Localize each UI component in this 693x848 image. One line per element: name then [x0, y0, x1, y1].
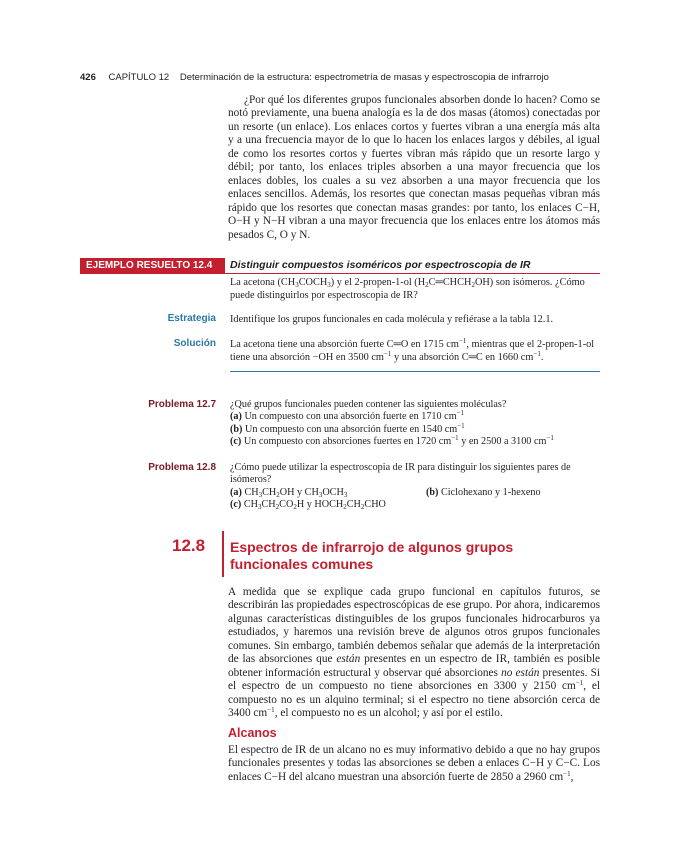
page-number: 426	[80, 72, 96, 83]
chapter-title: Determinación de la estructura: espectrometría de masas y espectroscopia de infrarrojo	[179, 72, 549, 83]
problem-12-7-label: Problema 12.7	[148, 399, 216, 410]
solution-label: Solución	[173, 338, 216, 349]
intro-paragraph: ¿Por qué los diferentes grupos funcionales absorben donde lo hacen? Como se notó previamente, una buena analogía es la de dos masas (átomos) conectadas por un resorte (un enlace). Los enlaces cortos y fuertes vibran a una energía más alta y a una frecuencia mayor de lo que lo hacen los enlaces largos y débiles, al igual de como los resortes cortos y fuertes vibran más rápido que un resorte largo y débil; por tanto, los enlaces triples absorben a una mayor frecuencia que los enlaces dobles, los cuales a su vez absorben a una mayor frecuencia que los enlaces sencillos. Además, los resortes que conectan masas pequeñas vibran más rápido que los resortes que conectan masas grandes: por tanto, los enlaces C−H, O−H y N−H vibran a una mayor frecuencia que los enlaces entre los átomos más pesados C, O y N.	[228, 94, 600, 241]
problem-12-8-label: Problema 12.8	[148, 462, 216, 473]
strategy-text: Identifique los grupos funcionales en cada molécula y refiérase a la tabla 12.1.	[230, 314, 554, 325]
worked-example-rule	[80, 273, 600, 274]
worked-example-end-rule	[230, 371, 600, 372]
section-title: Espectros de infrarrojo de algunos grupos funcionales comunes	[230, 539, 514, 572]
worked-example-problem: La acetona $(CH_3COCH_3)$ y el 2-propen-1-ol $(H_2C═CHCH_2OH)$ son isómeros. ¿Cómo puede distinguirlos por espectroscopia de IR?	[230, 277, 585, 301]
alcanos-paragraph: El espectro de IR de un alcano no es muy informativo debido a que no hay grupos funcionales presentes y todas las absorciones se deben a enlaces C−H y C−C. Los enlaces C−H del alcano muestran una absorción fuerte de 2850 a 2960 $cm^{-1}$,	[228, 744, 600, 783]
alcanos-heading: Alcanos	[228, 726, 277, 740]
section-paragraph: A medida que se explique cada grupo funcional en capítulos futuros, se describirán las propiedades espectroscópicas de ese grupo. Por ahora, indicaremos algunas características distinguibles de los grupos funcionales hidrocarburos ya estudiados, y haremos una revisión breve de algunos otros grupos funcionales comunes. Sin embargo, también debemos señalar que además de la interpretación de las absorciones que están presentes en un espectro de IR, también es posible obtener información estructural y observar qué absorciones no están presentes. Si el espectro de un compuesto no tiene absorciones en 3300 y 2150 $cm^{-1}$, el compuesto no es un alquino terminal; si el espectro no tiene absorción cerca de 3400 $cm^{-1}$, el compuesto no es un alcohol; y así por el estilo.	[228, 586, 600, 720]
section-rule	[222, 531, 224, 577]
problem-12-8-text: ¿Cómo puede utilizar la espectroscopia de IR para distinguir los siguientes pares de isómeros? (a) $CH_3CH_2OH$ y $CH_3OCH_3$ (b) Ciclohexano y 1-hexeno (c) $CH_3CH_2CO_2H$ y $HOCH_2CH_2CHO$	[230, 462, 571, 512]
section-number: 12.8	[172, 536, 206, 555]
solution-text: La acetona tiene una absorción fuerte C═O en 1715 $cm^{-1}$, mientras que el 2-propen-1-ol tiene una absorción −OH en 3500 $cm^{-1}$ y una absorción C═C en 1660 $cm^{-1}$.	[230, 337, 595, 363]
running-header	[80, 72, 549, 83]
strategy-label: Estrategia	[167, 313, 216, 324]
problem-12-7-text: ¿Qué grupos funcionales pueden contener las siguientes moléculas? (a) Un compuesto con una absorción fuerte en 1710 $cm^{-1}$ (b) Un compuesto con una absorción fuerte en 1540 $cm^{-1}$ (c) Un compuesto con absorciones fuertes en 1720 $cm^{-1}$ y en 2500 a 3100 $cm^{-1}$	[230, 399, 554, 448]
chapter-label: CAPÍTULO 12	[108, 72, 170, 83]
worked-example-label: EJEMPLO RESUELTO 12.4	[80, 258, 225, 273]
worked-example-title: Distinguir compuestos isoméricos por espectroscopia de IR	[230, 259, 531, 271]
